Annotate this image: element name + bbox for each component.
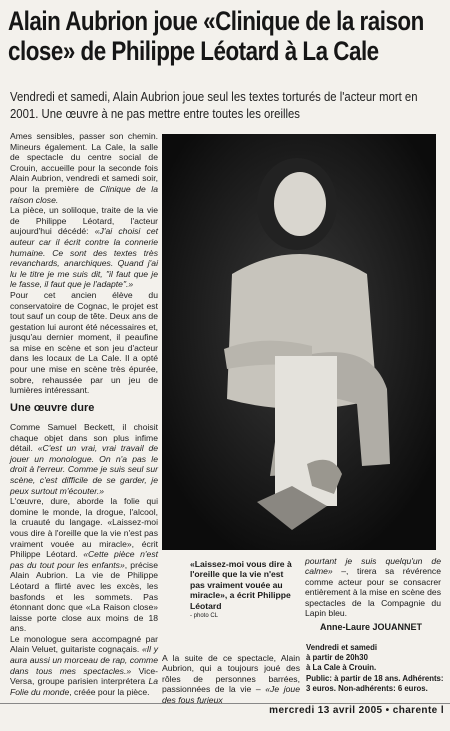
info-line: à partir de 20h30 <box>306 653 368 663</box>
quote: «Il y aura aussi un morceau de rap, comme dans tous mes spectacles.» <box>10 644 158 676</box>
actor-photo-drawing <box>162 134 436 550</box>
paragraph <box>10 496 158 634</box>
page-footer <box>0 703 450 718</box>
text: Vice-Versa, groupe parisien interprétera <box>10 665 159 687</box>
text: La pièce, un soliloque, traite de la vie de Philippe Léotard, l'acteur aujourd'hui décédé: <box>10 205 158 237</box>
caption-text: «Laissez-moi vous dire à l'oreille que la vie n'est pas vraiment vouée au miracle», a écrit Philippe Léotard <box>190 559 292 611</box>
event-info <box>306 643 444 694</box>
quote: «Je joue des fous furieux <box>162 684 300 705</box>
paragraph <box>10 422 158 496</box>
photo-caption <box>190 559 298 621</box>
info-line: Vendredi et samedi <box>306 643 378 652</box>
paragraph <box>10 131 158 205</box>
footer-date: mercredi 13 avril 2005 • charente l <box>269 705 444 716</box>
text: , créée pour la pièce. <box>69 686 150 697</box>
photo-credit: - photo CL <box>190 613 219 620</box>
quote: «C'est un vrai, vrai travail de jouer un monologue. On n'a pas le droit à l'erreur. Comme je suis seul sur scène, c'est difficile de se garder, je peux surtout m'écouter.» <box>10 443 158 496</box>
headline: Alain Aubrion joue «Clinique de la raison close» de Philippe Léotard à La Cale <box>8 6 424 66</box>
text: Comme Samuel Beckett, il choisit chaque objet dans son plus infime détail. <box>10 422 158 454</box>
song-title: La Folie du monde <box>10 676 158 697</box>
text: Le monologue sera accompagné par Alain Veluet, guitariste cognaçais. <box>10 633 158 655</box>
article-column-bottom <box>10 422 158 697</box>
article-column-top <box>10 131 158 396</box>
quote: pourtant je suis quelqu'un de calme» <box>305 556 441 577</box>
text: L'œuvre, dure, aborde la folie qui domine le monde, la drogue, l'alcool, la cruauté du langage. «Laissez-moi vous dire à l'oreille que la vie n'est pas vraiment vouée au miracle», écrit Philippe Léotard. <box>10 496 158 560</box>
text: Ames sensibles, passer son chemin. Mineurs également. La Cale, la salle de spectacle du centre social de Crouin, accueille pour la seconde fois Alain Aubrion, vendredi et samedi soir, pour la première de <box>10 131 158 194</box>
paragraph <box>10 634 158 698</box>
text: , précise Alain Aubrion. La vie de Philippe Léotard a flirté avec les excès, les basfonds et les sommets. Pas étonnant donc que «La Raison close» laisse porte close aux moins de 18 ans. <box>10 559 159 634</box>
text: –, tirera sa révérence comme acteur pour se consacrer entièrement à la mise en scène des spectacles de la Compagnie du Lapin bleu. <box>305 566 441 619</box>
actor-photo <box>162 134 436 550</box>
play-title: Clinique de la raison close. <box>10 183 158 205</box>
info-line: Public: à partir de 18 ans. Adhérents: 3 euros. Non-adhérents: 6 euros. <box>306 673 444 693</box>
lead-paragraph: Vendredi et samedi, Alain Aubrion joue seul les textes torturés de l'acteur mort en 2001. Une œuvre à ne pas mettre entre toutes les oreilles <box>10 89 418 121</box>
article-column-middle <box>162 653 300 705</box>
subhead: Une œuvre dure <box>10 402 95 414</box>
info-line: à La Cale à Crouin. <box>306 663 377 673</box>
article-column-right <box>305 556 441 618</box>
paragraph <box>10 205 158 290</box>
quote: «J'ai choisi cet auteur car il écrit contre la connerie humaine. Ce sont des textes très revanchards, anarchiques. Quand j'ai lu le titre je me suis dit, "il faut que je le fasse, il faut que je l'adapte".» <box>10 226 158 290</box>
paragraph: Pour cet ancien élève du conservatoire de Cognac, le projet est tout sauf un coup de tête. Deux ans de gestation lui auront été nécessaires et, jusqu'au dernier moment, il peaufine sa mise en scène et son jeu d'acteur dans les locaux de La Cale. Il a opté pour une mise en scène très épurée, sobre, rehaussée par un jeu de lumières intéressant. <box>10 289 158 396</box>
quote: «Cette pièce n'est pas du tout pour les enfants» <box>10 549 158 570</box>
author-byline: Anne-Laure JOUANNET <box>320 622 423 632</box>
text: A la suite de ce spectacle, Alain Aubrion, qui a toujours joué des rôles de personnes barrées, passionnées de la vie – <box>162 653 300 695</box>
